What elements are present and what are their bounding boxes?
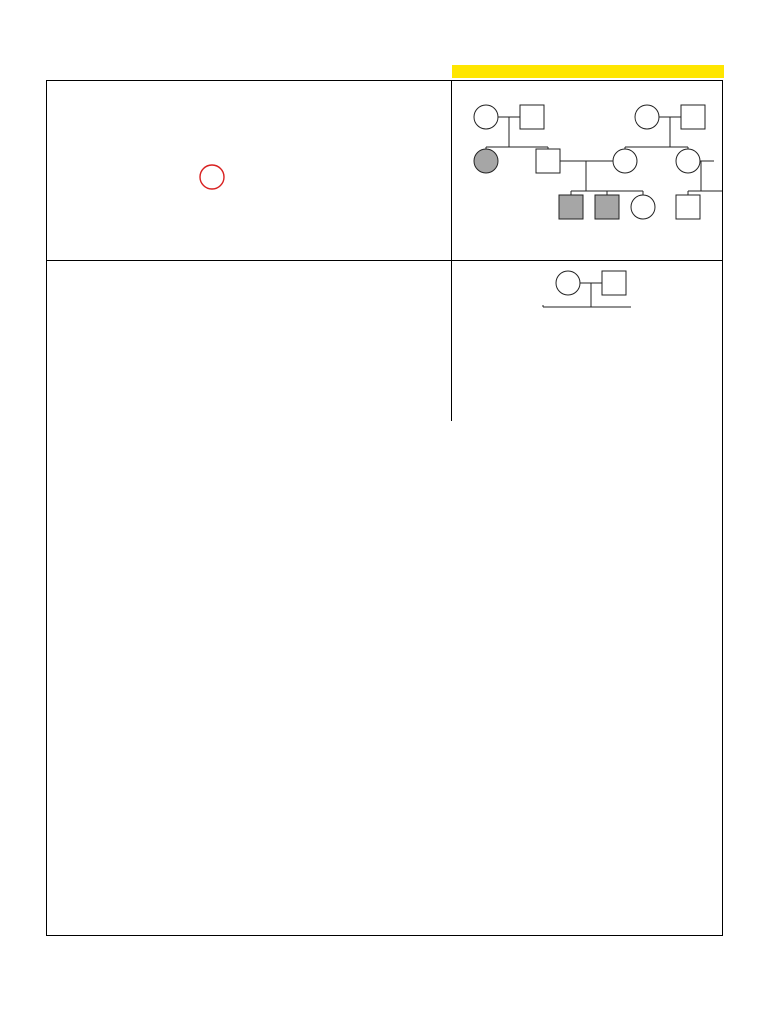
worksheet-table	[46, 80, 723, 936]
pedigree-msud	[452, 81, 722, 261]
pedigree-lca	[452, 261, 722, 421]
answer-circle-mark	[197, 162, 227, 192]
section-msud	[47, 81, 722, 261]
instruction-highlight	[452, 65, 724, 78]
section-lca	[47, 261, 722, 421]
